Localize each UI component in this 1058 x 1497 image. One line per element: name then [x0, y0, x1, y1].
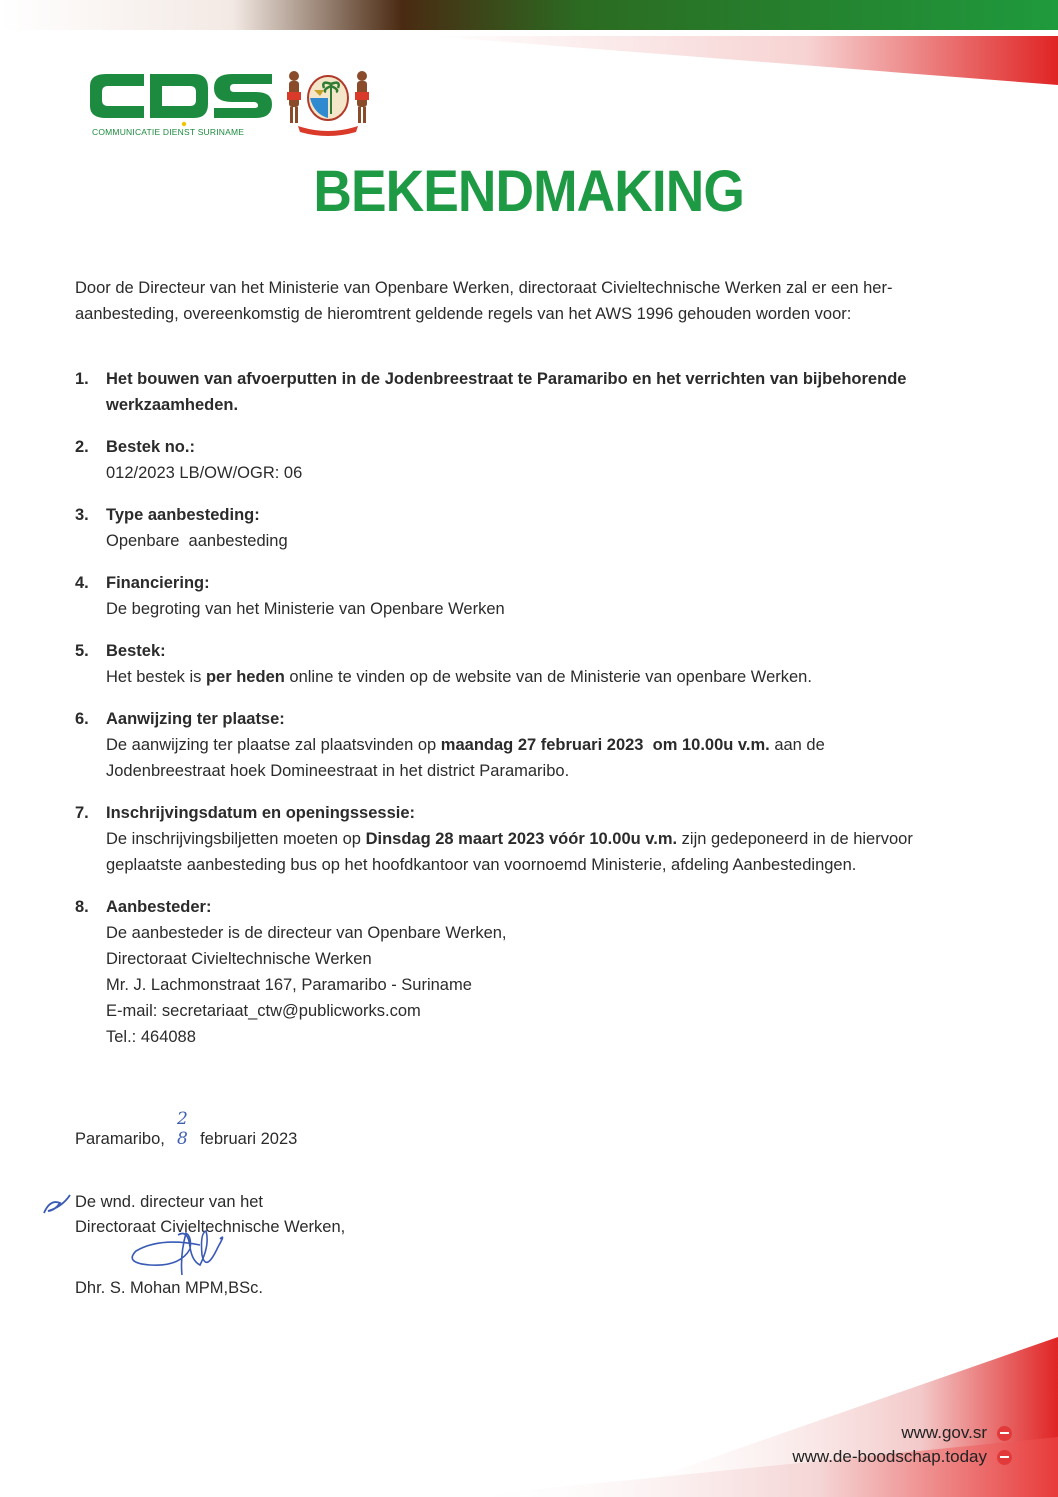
item-text-part: Het bestek is	[106, 668, 206, 686]
globe-icon	[997, 1450, 1012, 1465]
signature-line-1: De wnd. directeur van het	[75, 1193, 264, 1211]
footer-link-boodschap-text[interactable]: www.de-boodschap.today	[792, 1447, 987, 1466]
globe-icon	[997, 1426, 1012, 1441]
item-text-line: Tel.: 464088	[106, 1028, 196, 1046]
item-heading: Financiering:	[106, 574, 210, 592]
item-text-line: De aanbesteder is de directeur van Openbare Werken,	[106, 924, 507, 942]
list-item	[75, 570, 965, 622]
item-heading: Aanwijzing ter plaatse:	[106, 710, 285, 728]
item-heading: Bestek no.:	[106, 438, 195, 456]
list-item	[75, 894, 965, 1050]
item-text	[106, 664, 965, 690]
signature-line-2: Directoraat Civieltechnische Werken,	[75, 1218, 346, 1236]
item-number: 7.	[75, 804, 89, 822]
page-title: BEKENDMAKING	[313, 159, 745, 224]
item-number: 5.	[75, 642, 89, 660]
item-text: 012/2023 LB/OW/OGR: 06	[106, 464, 303, 482]
item-number: 6.	[75, 710, 89, 728]
item-text-part: De aanwijzing ter plaatse zal plaatsvinden op	[106, 736, 441, 754]
list-item	[75, 800, 965, 878]
footer-link-boodschap[interactable]	[792, 1445, 1012, 1469]
intro-paragraph: Door de Directeur van het Ministerie van Openbare Werken, directoraat Civieltechnische Werken zal er een her- aanbesteding, overeenkomstig de hieromtrent geldende regels van het AWS 1996 gehouden worden voor:	[75, 279, 893, 323]
footer-links	[792, 1421, 1012, 1469]
list-item	[75, 366, 965, 418]
item-heading: Bestek:	[106, 642, 166, 660]
item-text	[106, 732, 906, 784]
item-text-line: Directoraat Civieltechnische Werken	[106, 950, 372, 968]
item-text-part: online te vinden op de website van de Ministerie van openbare Werken.	[284, 668, 812, 686]
item-text-bold: Dinsdag 28 maart 2023 vóór 10.00u v.m.	[365, 830, 678, 848]
item-text-line: Mr. J. Lachmonstraat 167, Paramaribo - Suriname	[106, 976, 472, 994]
date-rest: februari 2023	[200, 1130, 298, 1148]
date-line	[75, 1109, 297, 1149]
logo-subtitle: COMMUNICATIE DIENST SURINAME	[92, 127, 245, 137]
list-item	[75, 434, 965, 486]
item-heading: Type aanbesteding:	[106, 506, 260, 524]
footer-link-gov-text[interactable]: www.gov.sr	[901, 1423, 987, 1442]
date-place: Paramaribo,	[75, 1130, 165, 1148]
item-number: 1.	[75, 370, 89, 388]
list-item	[75, 638, 965, 690]
coat-of-arms-emblem	[276, 64, 380, 136]
item-text: De begroting van het Ministerie van Openbare Werken	[106, 600, 505, 618]
announcement-list	[75, 366, 965, 1050]
item-text: Openbare aanbesteding	[106, 532, 288, 550]
item-heading: Het bouwen van afvoerputten in de Jodenbreestraat te Paramaribo en het verrichten van bijbehorende werkzaamheden.	[106, 370, 907, 414]
item-text-part: zijn gedeponeerd in de hiervoor geplaatste aanbesteding bus op het hoofdkantoor van voornoemd Ministerie, afdeling Aanbestedingen.	[106, 830, 913, 874]
item-text-bold: maandag 27 februari 2023 om 10.00u v.m.	[440, 736, 770, 754]
item-number: 8.	[75, 898, 89, 916]
item-text-line: E-mail: secretariaat_ctw@publicworks.com	[106, 1002, 421, 1020]
item-heading: Inschrijvingsdatum en openingssessie:	[106, 804, 415, 822]
item-text	[106, 826, 926, 878]
footer-link-gov[interactable]	[792, 1421, 1012, 1445]
item-number: 2.	[75, 438, 89, 456]
item-number: 3.	[75, 506, 89, 524]
footer-banner	[0, 1317, 1058, 1497]
list-item	[75, 706, 965, 784]
item-text-part: aan de Jodenbreestraat hoek Domineestraat in het district Paramaribo.	[106, 736, 825, 780]
item-number: 4.	[75, 574, 89, 592]
item-text-bold: per heden	[205, 668, 285, 686]
signer-name: Dhr. S. Mohan MPM,BSc.	[75, 1279, 263, 1297]
item-heading: Aanbesteder:	[106, 898, 212, 916]
item-text-part: De inschrijvingsbiljetten moeten op	[106, 830, 366, 848]
list-item	[75, 502, 965, 554]
handwritten-day: 2 8	[177, 1109, 188, 1149]
